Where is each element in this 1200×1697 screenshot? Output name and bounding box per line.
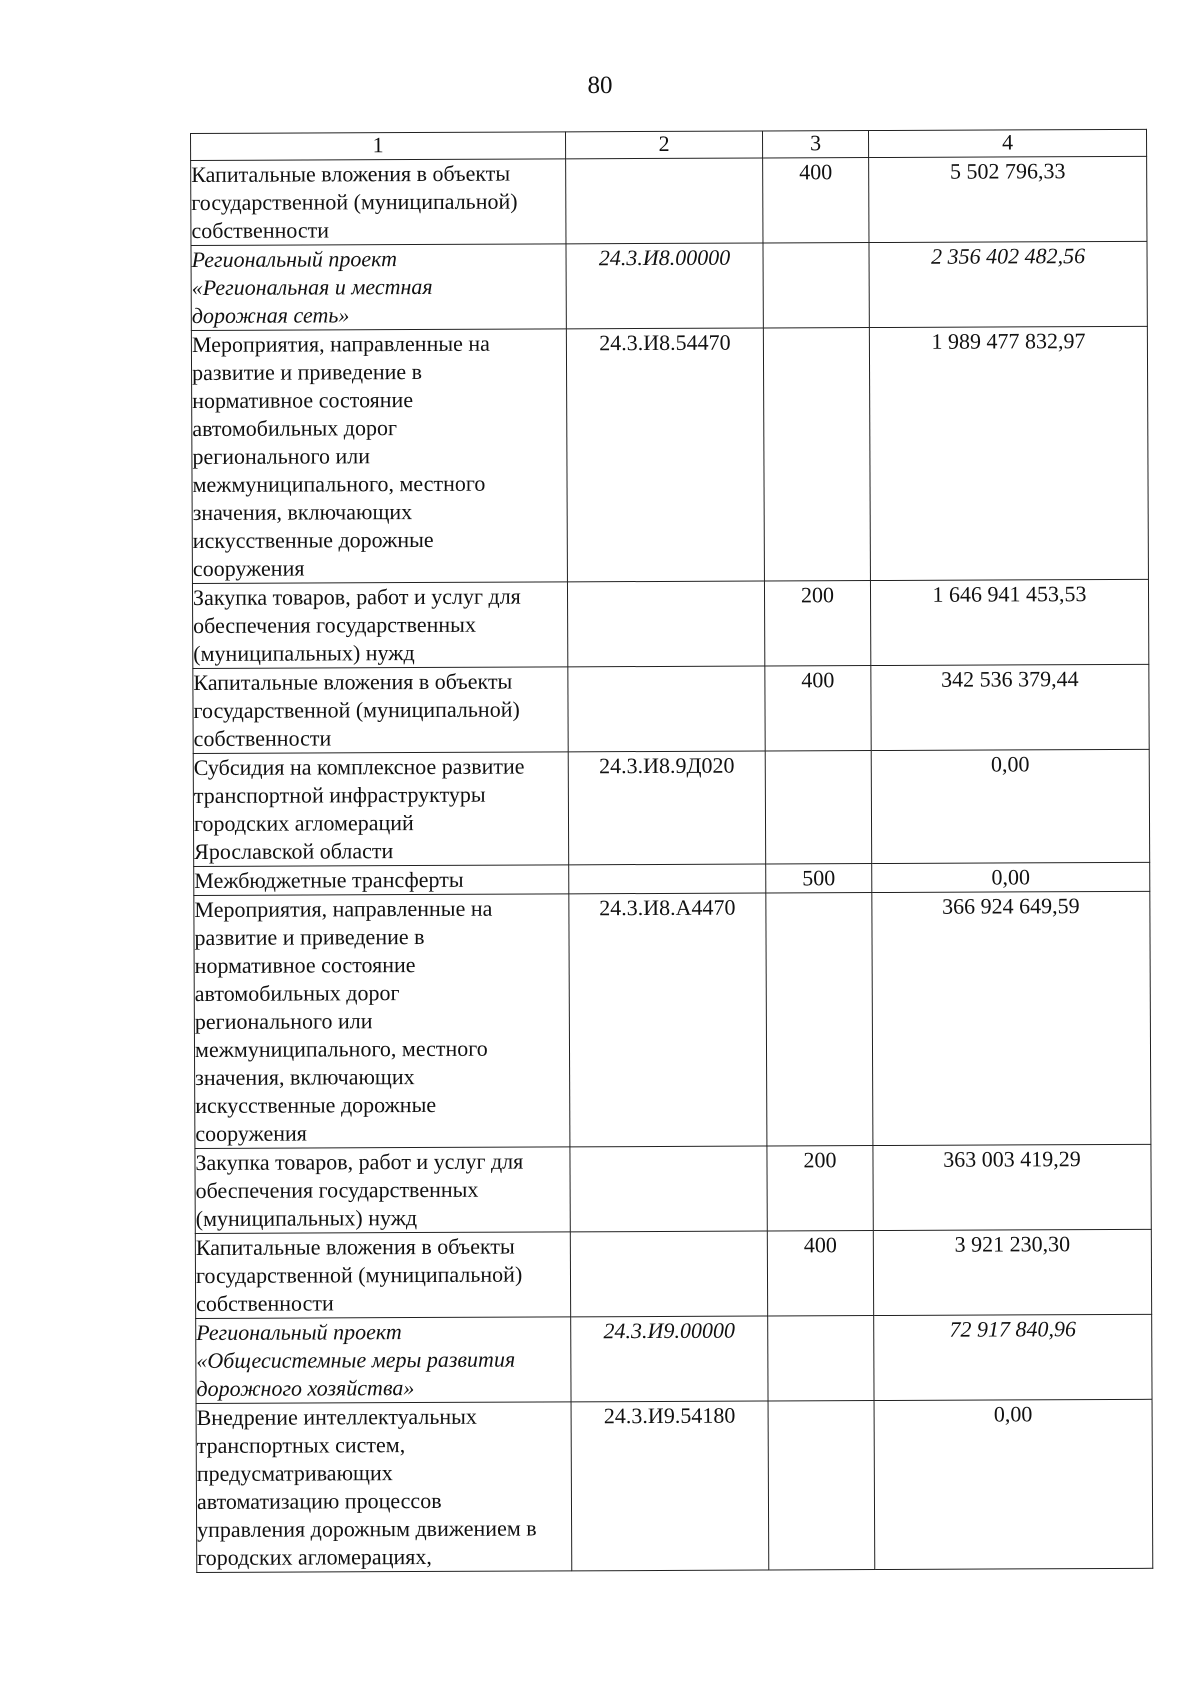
row-description	[192, 582, 567, 669]
table-header-row	[191, 129, 1147, 160]
table-row	[191, 241, 1147, 330]
row-description	[196, 1317, 571, 1404]
row-target-code	[567, 581, 764, 667]
description-line: дорожного хозяйства»	[196, 1375, 415, 1401]
row-amount: 0,00	[871, 749, 1149, 863]
row-description	[196, 1402, 572, 1573]
row-expense-type: 500	[766, 864, 872, 893]
row-expense-type: 400	[767, 1231, 873, 1316]
description-line: (муниципальных) нужд	[193, 640, 415, 666]
description-line: Межбюджетные трансферты	[194, 866, 464, 893]
row-description	[191, 244, 566, 331]
row-expense-type	[768, 1316, 874, 1401]
description-line: дорожная сеть»	[191, 302, 350, 328]
row-target-code: 24.3.И9.54180	[571, 1401, 769, 1571]
description-line: собственности	[193, 725, 332, 751]
description-line: значения, включающих	[195, 1064, 415, 1090]
row-target-code	[570, 1231, 767, 1317]
row-amount: 0,00	[872, 862, 1150, 892]
description-line: «Общесистемные меры развития	[196, 1346, 516, 1373]
row-description	[195, 1147, 570, 1234]
row-expense-type	[766, 893, 873, 1146]
row-expense-type: 200	[764, 581, 870, 666]
table-row	[191, 156, 1147, 245]
description-line: обеспечения государственных	[193, 611, 476, 638]
description-line: Капитальные вложения в объекты	[191, 160, 511, 187]
description-line: собственности	[191, 217, 330, 243]
table-row	[196, 1399, 1153, 1572]
description-line: транспортной инфраструктуры	[193, 781, 486, 808]
table-row	[191, 326, 1148, 583]
row-amount: 342 536 379,44	[871, 664, 1149, 750]
description-line: сооружения	[192, 555, 305, 581]
table-row	[193, 664, 1149, 753]
row-description	[193, 667, 568, 754]
description-line: Региональный проект	[196, 1319, 402, 1345]
description-line: Капитальные вложения в объекты	[195, 1233, 515, 1260]
description-line: развитие и приведение в	[191, 358, 423, 385]
row-description	[194, 865, 569, 896]
row-target-code: 24.3.И8.А4470	[569, 893, 767, 1147]
row-expense-type: 400	[763, 158, 869, 243]
description-line: Субсидия на комплексное развитие	[193, 753, 525, 780]
table-row	[195, 1144, 1151, 1233]
table-row	[194, 891, 1151, 1148]
description-line: Мероприятия, направленные на	[194, 895, 493, 922]
description-line: собственности	[196, 1290, 334, 1316]
description-line: городских агломерациях,	[197, 1543, 432, 1570]
row-target-code: 24.3.И8.9Д020	[568, 751, 765, 865]
column-header-1: 1	[191, 132, 566, 161]
description-line: управления дорожным движением в	[197, 1515, 537, 1542]
description-line: искусственные дорожные	[195, 1091, 437, 1118]
description-line: предусматривающих	[196, 1460, 393, 1486]
description-line: Закупка товаров, работ и услуг для	[192, 583, 521, 610]
row-target-code	[570, 1146, 767, 1232]
table-body	[191, 156, 1153, 1572]
row-target-code: 24.3.И8.54470	[566, 328, 764, 582]
budget-table	[190, 129, 1153, 1573]
page-number: 80	[587, 72, 613, 99]
row-description	[191, 159, 566, 246]
row-description	[194, 894, 570, 1149]
row-expense-type: 400	[765, 666, 871, 751]
row-target-code	[569, 864, 766, 894]
row-expense-type	[765, 751, 871, 864]
description-line: транспортных систем,	[196, 1432, 406, 1458]
description-line: государственной (муниципальной)	[193, 696, 520, 723]
description-line: регионального или	[194, 1008, 373, 1034]
row-target-code	[568, 666, 765, 752]
row-target-code: 24.3.И8.00000	[566, 243, 763, 329]
table-row	[195, 1229, 1151, 1318]
description-line: искусственные дорожные	[192, 526, 434, 553]
description-line: «Региональная и местная	[191, 273, 433, 300]
table-row	[196, 1314, 1152, 1403]
description-line: городских агломераций	[193, 810, 414, 836]
description-line: обеспечения государственных	[195, 1176, 479, 1203]
column-header-2: 2	[565, 131, 762, 159]
row-amount: 0,00	[874, 1399, 1153, 1569]
row-description	[191, 329, 567, 584]
row-expense-type	[763, 328, 870, 581]
description-line: межмуниципального, местного	[192, 470, 486, 497]
row-expense-type	[768, 1401, 875, 1570]
description-line: автоматизацию процессов	[196, 1487, 442, 1514]
row-description	[193, 752, 568, 867]
description-line: значения, включающих	[192, 499, 413, 525]
description-line: нормативное состояние	[194, 952, 416, 978]
column-header-4: 4	[868, 129, 1146, 157]
row-amount: 2 356 402 482,56	[869, 241, 1147, 327]
description-line: сооружения	[195, 1120, 307, 1146]
row-description	[195, 1232, 570, 1319]
column-header-3: 3	[762, 131, 868, 158]
table-row	[194, 862, 1150, 895]
description-line: нормативное состояние	[192, 387, 414, 413]
description-line: Региональный проект	[191, 246, 398, 272]
description-line: Внедрение интеллектуальных	[196, 1403, 477, 1430]
table-row	[193, 749, 1149, 866]
description-line: государственной (муниципальной)	[191, 188, 518, 215]
description-line: Закупка товаров, работ и услуг для	[195, 1148, 524, 1175]
description-line: Капитальные вложения в объекты	[193, 668, 513, 695]
description-line: межмуниципального, местного	[194, 1035, 488, 1062]
description-line: государственной (муниципальной)	[195, 1261, 523, 1288]
description-line: Мероприятия, направленные на	[191, 330, 490, 357]
row-expense-type	[763, 243, 869, 328]
description-line: Ярославской области	[194, 838, 394, 864]
table-row	[192, 579, 1148, 668]
row-amount: 1 646 941 453,53	[870, 579, 1148, 665]
row-amount: 72 917 840,96	[874, 1314, 1152, 1400]
description-line: (муниципальных) нужд	[195, 1205, 418, 1231]
description-line: развитие и приведение в	[194, 923, 425, 950]
row-target-code	[566, 158, 763, 244]
row-amount: 3 921 230,30	[873, 1229, 1151, 1315]
description-line: регионального или	[192, 443, 371, 469]
description-line: автомобильных дорог	[192, 415, 398, 441]
row-amount: 366 924 649,59	[872, 891, 1151, 1145]
row-amount: 5 502 796,33	[869, 156, 1147, 242]
row-amount: 363 003 419,29	[873, 1144, 1151, 1230]
row-target-code: 24.3.И9.00000	[571, 1316, 768, 1402]
description-line: автомобильных дорог	[194, 980, 400, 1006]
row-expense-type: 200	[767, 1146, 873, 1231]
row-amount: 1 989 477 832,97	[869, 326, 1148, 580]
